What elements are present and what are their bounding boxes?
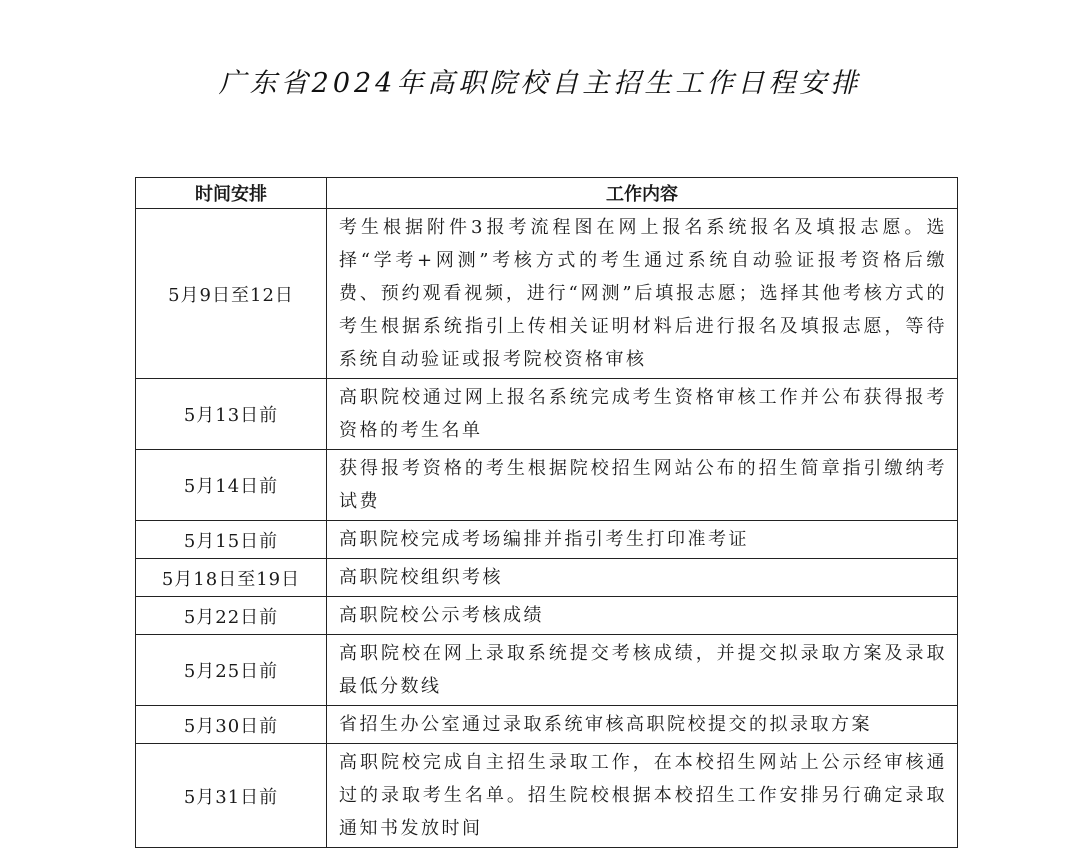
row-time: 5月15日前 (136, 521, 327, 559)
row-work: 高职院校公示考核成绩 (327, 597, 958, 635)
row-time: 5月18日至19日 (136, 559, 327, 597)
row-work: 获得报考资格的考生根据院校招生网站公布的招生简章指引缴纳考试费 (327, 450, 958, 521)
row-work: 高职院校组织考核 (327, 559, 958, 597)
schedule-table (135, 177, 958, 848)
table-row (136, 209, 958, 379)
table-row (136, 559, 958, 597)
row-work: 高职院校完成考场编排并指引考生打印准考证 (327, 521, 958, 559)
table-row (136, 597, 958, 635)
row-work: 高职院校通过网上报名系统完成考生资格审核工作并公布获得报考资格的考生名单 (327, 379, 958, 450)
table-row (136, 450, 958, 521)
table-row (136, 635, 958, 706)
row-time: 5月22日前 (136, 597, 327, 635)
table-row (136, 521, 958, 559)
row-work: 省招生办公室通过录取系统审核高职院校提交的拟录取方案 (327, 706, 958, 744)
header-time: 时间安排 (136, 178, 327, 209)
row-time: 5月25日前 (136, 635, 327, 706)
table-row (136, 744, 958, 848)
table-row (136, 379, 958, 450)
row-work: 考生根据附件3报考流程图在网上报名系统报名及填报志愿。选择“学考+网测”考核方式的考生通过系统自动验证报考资格后缴费、预约观看视频，进行“网测”后填报志愿；选择其他考核方式的考生根据系统指引上传相关证明材料后进行报名及填报志愿，等待系统自动验证或报考院校资格审核 (327, 209, 958, 379)
row-work: 高职院校在网上录取系统提交考核成绩，并提交拟录取方案及录取最低分数线 (327, 635, 958, 706)
header-work: 工作内容 (327, 178, 958, 209)
row-time: 5月30日前 (136, 706, 327, 744)
table-header-row (136, 178, 958, 209)
row-time: 5月31日前 (136, 744, 327, 848)
document-title: 广东省2024年高职院校自主招生工作日程安排 (218, 68, 862, 99)
row-work: 高职院校完成自主招生录取工作，在本校招生网站上公示经审核通过的录取考生名单。招生院校根据本校招生工作安排另行确定录取通知书发放时间 (327, 744, 958, 848)
table-row (136, 706, 958, 744)
row-time: 5月9日至12日 (136, 209, 327, 379)
row-time: 5月13日前 (136, 379, 327, 450)
row-time: 5月14日前 (136, 450, 327, 521)
